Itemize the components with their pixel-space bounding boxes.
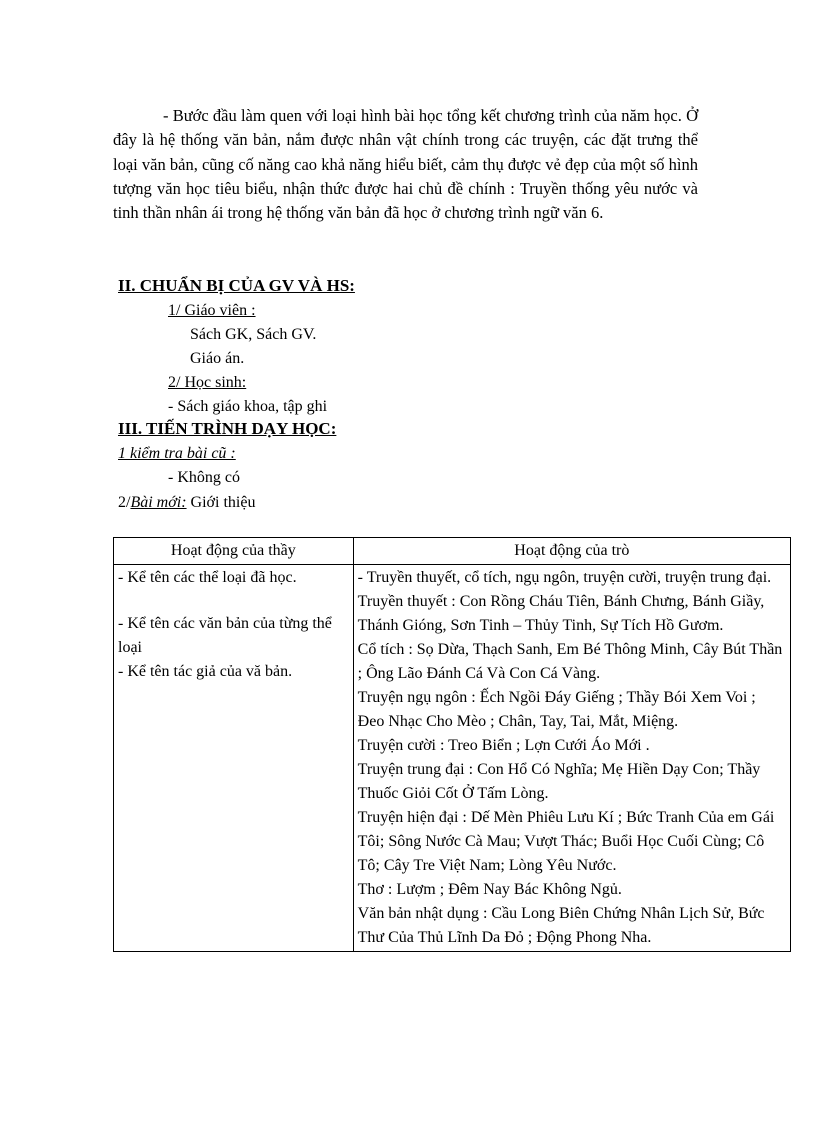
teacher-activity-header: Hoạt động của thầy bbox=[114, 538, 354, 565]
student-activity-item: Truyện trung đại : Con Hổ Có Nghĩa; Mẹ Hiền Dạy Con; Thầy Thuốc Giỏi Cốt Ở Tấm Lòng. bbox=[357, 761, 761, 802]
new-lesson-line bbox=[118, 494, 255, 512]
student-activity-item: Truyện cười : Treo Biển ; Lợn Cưới Áo Mới . bbox=[357, 737, 650, 754]
student-label: 2/ Học sinh: bbox=[168, 374, 247, 391]
student-activity-item: Văn bản nhật dụng : Cầu Long Biên Chứng Nhân Lịch Sử, Bức Thư Của Thủ Lĩnh Da Đỏ ; Động Phong Nha. bbox=[357, 905, 765, 946]
section-heading-preparation: II. CHUẨN BỊ CỦA GV VÀ HS: bbox=[118, 276, 355, 295]
student-activity-item: Truyện ngụ ngôn : Ếch Ngồi Đáy Giếng ; Thầy Bói Xem Voi ; Đeo Nhạc Cho Mèo ; Chân, Tay, Tai, Mắt, Miệng. bbox=[357, 689, 756, 730]
check-old-lesson-label: 1 kiểm tra bài cũ : bbox=[118, 445, 236, 462]
new-lesson-label: Bài mới: bbox=[130, 494, 187, 511]
student-activity-item: Truyện hiện đại : Dế Mèn Phiêu Lưu Kí ; Bức Tranh Của em Gái Tôi; Sông Nước Cà Mau; Vượt Thác; Buổi Học Cuối Cùng; Cô Tô; Cây Tre Việt Nam; Lòng Yêu Nước. bbox=[357, 809, 775, 874]
teacher-activity-item: - Kể tên tác giả của vă bản. bbox=[118, 663, 293, 680]
student-activity-header: Hoạt động của trò bbox=[353, 538, 790, 565]
student-activity-item: Thơ : Lượm ; Đêm Nay Bác Không Ngủ. bbox=[357, 881, 622, 898]
student-activity-item: - Truyền thuyết, cổ tích, ngụ ngôn, truyện cười, truyện trung đại. bbox=[357, 569, 772, 586]
activity-table bbox=[113, 537, 791, 952]
new-lesson-value: Giới thiệu bbox=[186, 494, 256, 511]
new-lesson-prefix: 2/ bbox=[118, 494, 131, 511]
section-heading-process: III. TIẾN TRÌNH DẠY HỌC: bbox=[118, 419, 337, 438]
check-old-lesson-value: - Không có bbox=[168, 469, 240, 486]
student-activity-cell bbox=[353, 565, 790, 952]
teacher-activity-cell bbox=[114, 565, 354, 952]
intro-paragraph bbox=[113, 104, 698, 225]
table-header-row bbox=[114, 538, 791, 565]
teacher-item: Giáo án. bbox=[190, 350, 245, 367]
student-activity-item: Cổ tích : Sọ Dừa, Thạch Sanh, Em Bé Thông Minh, Cây Bút Thần ; Ông Lão Đánh Cá Và Con Cá Vàng. bbox=[357, 641, 783, 682]
intro-text: - Bước đầu làm quen với loại hình bài học tổng kết chương trình của năm học. Ở đây là hệ thống văn bản, nắm được nhân vật chính trong các truyện, các đặt trưng thể loại văn bản, cũng cố năng cao khả năng hiểu biết, cảm thụ được vẻ đẹp của một số hình tượng văn học tiêu biểu, nhận thức được hai chủ đề chính : Truyền thống yêu nước và tinh thần nhân ái trong hệ thống văn bản đã học ở chương trình ngữ văn 6. bbox=[113, 106, 698, 223]
table-row bbox=[114, 565, 791, 952]
teacher-item: Sách GK, Sách GV. bbox=[190, 326, 317, 343]
student-activity-item: Truyền thuyết : Con Rồng Cháu Tiên, Bánh Chưng, Bánh Giầy, Thánh Gióng, Sơn Tinh – Thủy Tinh, Sự Tích Hồ Gươm. bbox=[357, 593, 765, 634]
student-item: - Sách giáo khoa, tập ghi bbox=[168, 398, 328, 415]
teacher-activity-item: - Kể tên các thể loại đã học. bbox=[118, 569, 297, 586]
teacher-label: 1/ Giáo viên : bbox=[168, 302, 256, 319]
teacher-activity-item: - Kể tên các văn bản của từng thể loại bbox=[118, 615, 332, 656]
